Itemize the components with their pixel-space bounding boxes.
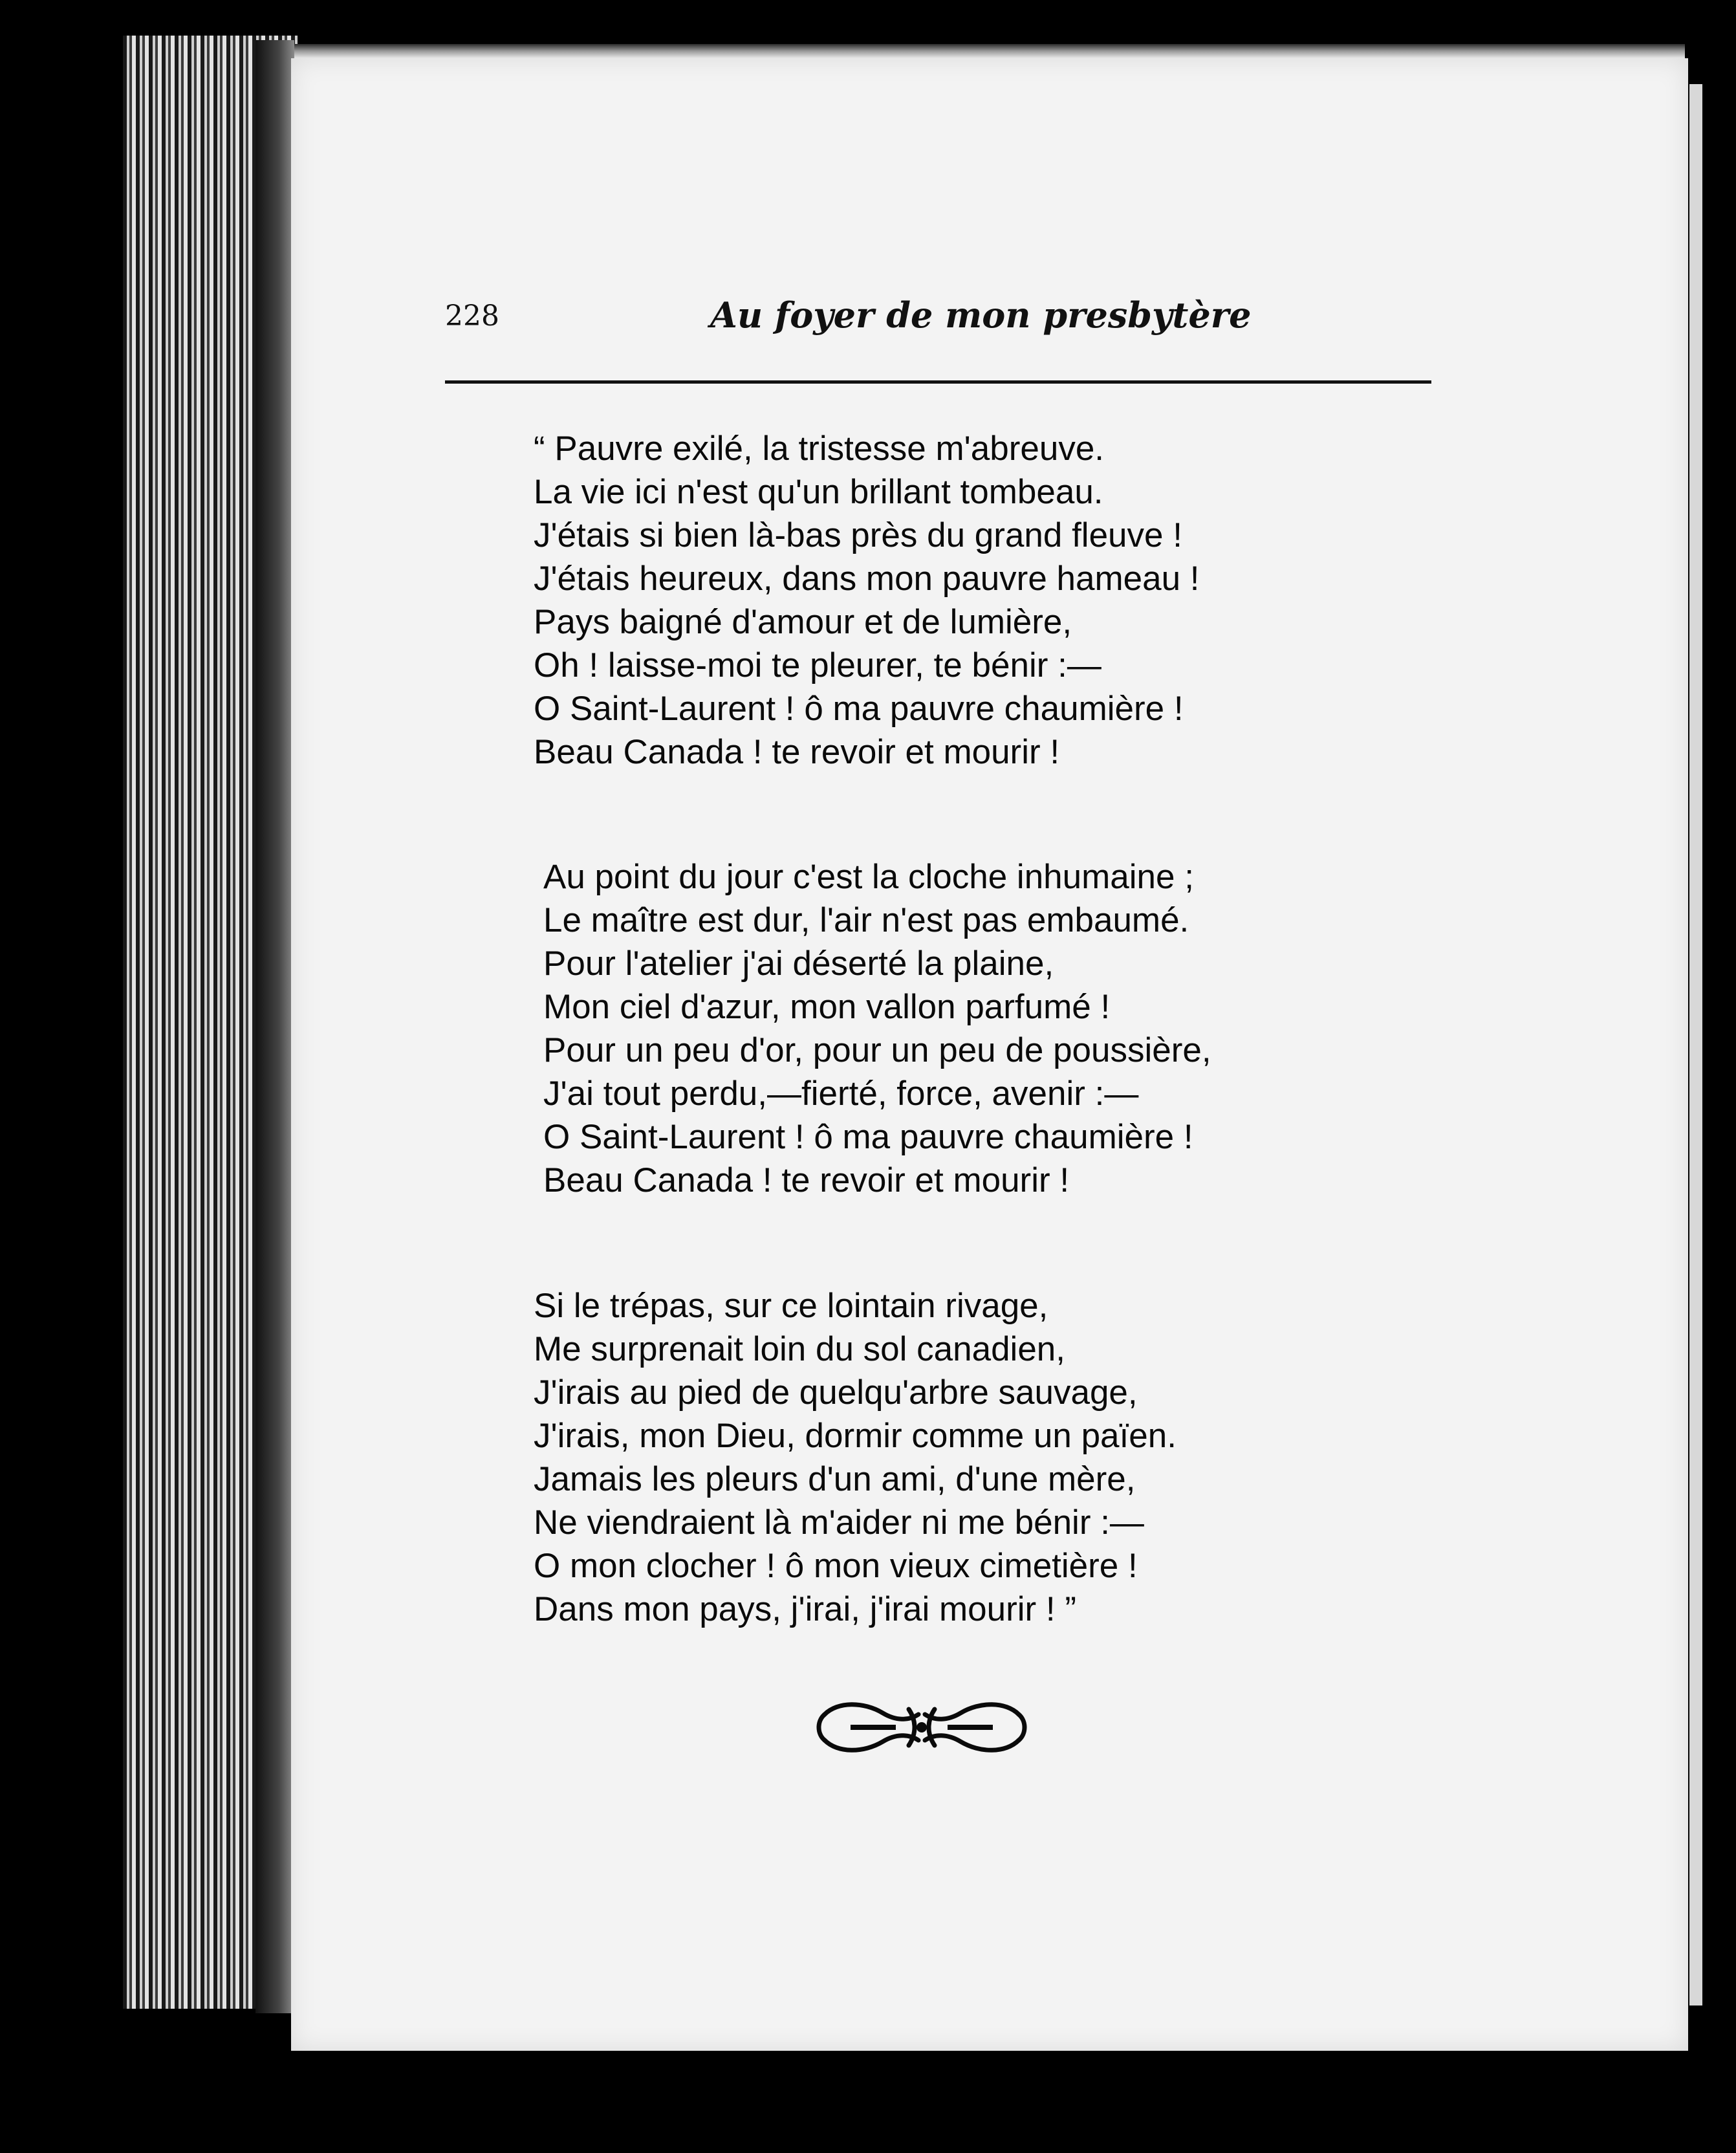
poem-line: O Saint-Laurent ! ô ma pauvre chaumière !: [534, 690, 1184, 728]
running-head: [445, 294, 1435, 346]
poem-line: Dans mon pays, j'irai, j'irai mourir ! ”: [534, 1590, 1076, 1628]
poem-line: J'irais, mon Dieu, dormir comme un païen.: [534, 1417, 1177, 1455]
poem-line: J'ai tout perdu,—fierté, force, avenir :—: [543, 1075, 1139, 1113]
header-rule: [445, 380, 1431, 384]
stanza-3: [534, 1284, 1310, 1631]
page-top-edge: [294, 44, 1685, 58]
poem-line: O mon clocher ! ô mon vieux cimetière !: [534, 1547, 1138, 1585]
poem-line: Ne viendraient là m'aider ni me bénir :—: [534, 1503, 1144, 1542]
page-number: 228: [445, 300, 499, 333]
poem-line: Me surprenait loin du sol canadien,: [534, 1330, 1065, 1368]
poem-line: J'étais si bien là-bas près du grand fleuve !: [534, 516, 1182, 554]
poem-line: J'étais heureux, dans mon pauvre hameau !: [534, 560, 1200, 598]
poem-line: Le maître est dur, l'air n'est pas embaumé.: [543, 901, 1189, 939]
poem-line: Jamais les pleurs d'un ami, d'une mère,: [534, 1460, 1136, 1498]
poem-line: Mon ciel d'azur, mon vallon parfumé !: [543, 988, 1111, 1026]
poem-line: La vie ici n'est qu'un brillant tombeau.: [534, 473, 1103, 511]
poem-line: J'irais au pied de quelqu'arbre sauvage,: [534, 1373, 1138, 1412]
poem-line: Oh ! laisse-moi te pleurer, te bénir :—: [534, 646, 1101, 684]
gutter-shadow: [255, 40, 294, 2013]
stanza-2: [543, 855, 1319, 1202]
poem-line: Pays baigné d'amour et de lumière,: [534, 603, 1072, 641]
poem-line: O Saint-Laurent ! ô ma pauvre chaumière !: [543, 1118, 1193, 1156]
poem-line: Beau Canada ! te revoir et mourir !: [543, 1161, 1070, 1199]
poem-line: Au point du jour c'est la cloche inhumaine ;: [543, 858, 1194, 896]
scroll-ornament-icon: [812, 1695, 1032, 1760]
poem-line: “ Pauvre exilé, la tristesse m'abreuve.: [534, 430, 1105, 468]
poem-line: Beau Canada ! te revoir et mourir !: [534, 733, 1060, 771]
next-page-sliver: [1689, 84, 1702, 2005]
stanza-1: [534, 427, 1310, 774]
poem-line: Pour un peu d'or, pour un peu de poussière,: [543, 1031, 1211, 1069]
poem-line: Pour l'atelier j'ai déserté la plaine,: [543, 945, 1054, 983]
poem-line: Si le trépas, sur ce lointain rivage,: [534, 1287, 1048, 1325]
running-title: Au foyer de mon presbytère: [710, 294, 1252, 336]
